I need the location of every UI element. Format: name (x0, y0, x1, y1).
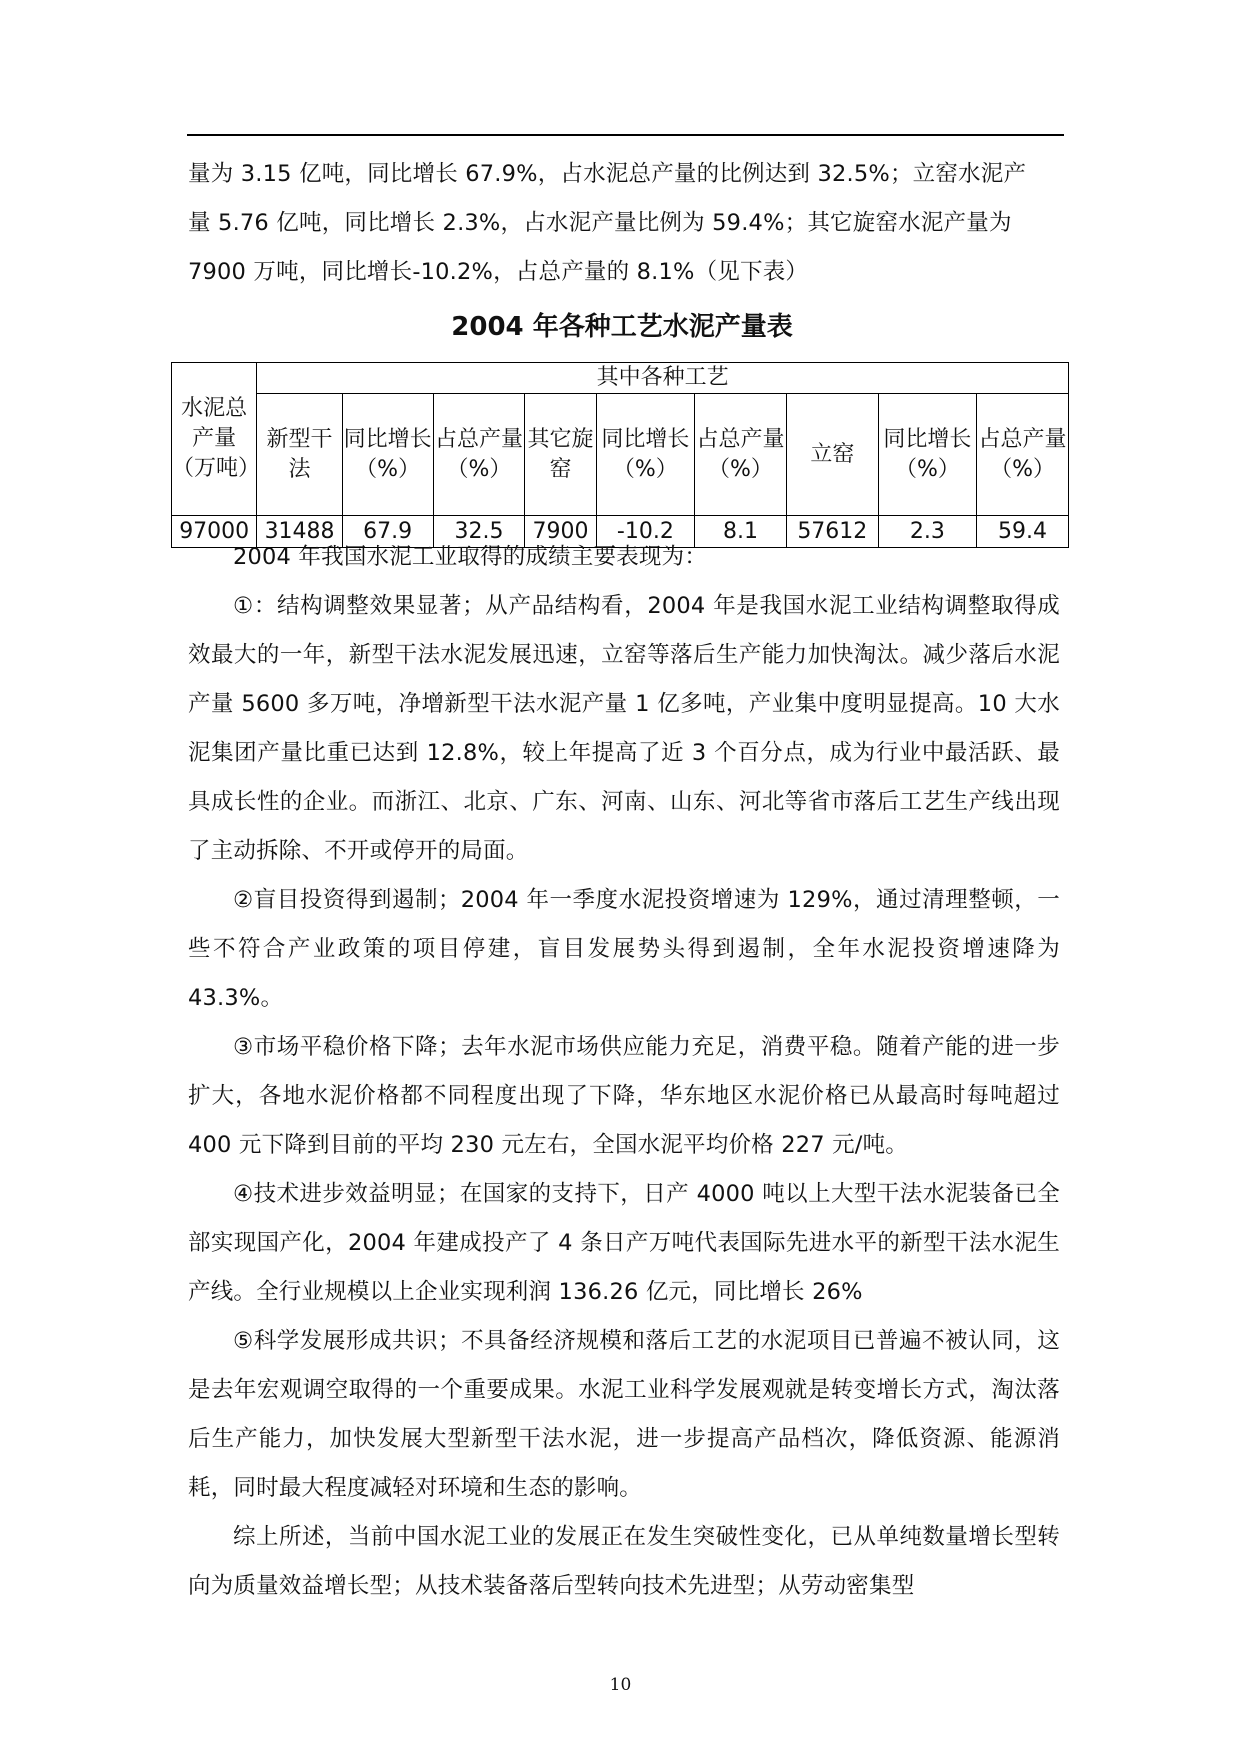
paragraph: ①：结构调整效果显著；从产品结构看，2004 年是我国水泥工业结构调整取得成效最大的一年，新型干法水泥发展迅速，立窑等落后生产能力加快淘汰。减少落后水泥产量 5600 多万吨，净增新型干法水泥产量 1 亿多吨，产业集中度明显提高。10 大水泥集团产量比重已达到 12.8%，较上年提高了近 3 个百分点，成为行业中最活跃、最具成长性的企业。而浙江、北京、广东、河南、山东、河北等省市落后工艺生产线出现了主动拆除、不开或停开的局面。 (188, 593, 1060, 864)
table-cell: 59.4 (977, 516, 1069, 548)
table-cell: 97000 (172, 516, 257, 548)
header-yoy-growth: 同比增长（%） (342, 394, 433, 516)
header-process-group: 其中各种工艺 (257, 363, 1069, 394)
intro-line-3: 7900 万吨，同比增长-10.2%，占总产量的 8.1%（见下表） (188, 259, 809, 285)
header-total-output: 水泥总产量（万吨） (172, 363, 257, 516)
table-cell: 7900 (525, 516, 596, 548)
header-rule (187, 134, 1064, 136)
table-cell: 57612 (786, 516, 878, 548)
table-cell: 31488 (257, 516, 342, 548)
paragraph: ⑤科学发展形成共识；不具备经济规模和落后工艺的水泥项目已普遍不被认同，这是去年宏观调空取得的一个重要成果。水泥工业科学发展观就是转变增长方式，淘汰落后生产能力，加快发展大型新型干法水泥，进一步提高产品档次，降低资源、能源消耗，同时最大程度减轻对环境和生态的影响。 (188, 1328, 1060, 1501)
paragraph: ②盲目投资得到遏制；2004 年一季度水泥投资增速为 129%，通过清理整顿，一些不符合产业政策的项目停建，盲目发展势头得到遏制，全年水泥投资增速降为 43.3%。 (188, 887, 1060, 1011)
intro-text (188, 150, 1060, 297)
paragraph: 2004 年我国水泥工业取得的成绩主要表现为： (233, 544, 708, 570)
table-cell: 67.9 (342, 516, 433, 548)
header-other-rotary: 其它旋窑 (525, 394, 596, 516)
intro-line-2: 量 5.76 亿吨，同比增长 2.3%，占水泥产量比例为 59.4%；其它旋窑水泥产量为 (188, 210, 1012, 236)
table-cell: -10.2 (596, 516, 694, 548)
header-new-dry-process: 新型干法 (257, 394, 342, 516)
header-yoy-growth: 同比增长（%） (878, 394, 976, 516)
header-share: 占总产量（%） (695, 394, 787, 516)
paragraph: ④技术进步效益明显；在国家的支持下，日产 4000 吨以上大型干法水泥装备已全部实现国产化，2004 年建成投产了 4 条日产万吨代表国际先进水平的新型干法水泥生产线。全行业规模以上企业实现利润 136.26 亿元，同比增长 26% (188, 1181, 1060, 1305)
paragraph: 综上所述，当前中国水泥工业的发展正在发生突破性变化，已从单纯数量增长型转向为质量效益增长型；从技术装备落后型转向技术先进型；从劳动密集型 (188, 1524, 1060, 1599)
header-yoy-growth: 同比增长（%） (596, 394, 694, 516)
table-title: 2004 年各种工艺水泥产量表 (451, 312, 793, 342)
body-text (188, 533, 1060, 1611)
intro-line-1: 量为 3.15 亿吨，同比增长 67.9%，占水泥总产量的比例达到 32.5%；立窑水泥产 (188, 161, 1027, 187)
paragraph: ③市场平稳价格下降；去年水泥市场供应能力充足，消费平稳。随着产能的进一步扩大，各地水泥价格都不同程度出现了下降，华东地区水泥价格已从最高时每吨超过 400 元下降到目前的平均 230 元左右，全国水泥平均价格 227 元/吨。 (188, 1034, 1060, 1158)
table-cell: 2.3 (878, 516, 976, 548)
table-cell: 8.1 (695, 516, 787, 548)
header-vertical-kiln: 立窑 (786, 394, 878, 516)
header-share: 占总产量（%） (433, 394, 525, 516)
page-number: 10 (609, 1675, 632, 1695)
header-share: 占总产量（%） (977, 394, 1069, 516)
table-cell: 32.5 (433, 516, 525, 548)
cement-production-table (171, 362, 1069, 548)
